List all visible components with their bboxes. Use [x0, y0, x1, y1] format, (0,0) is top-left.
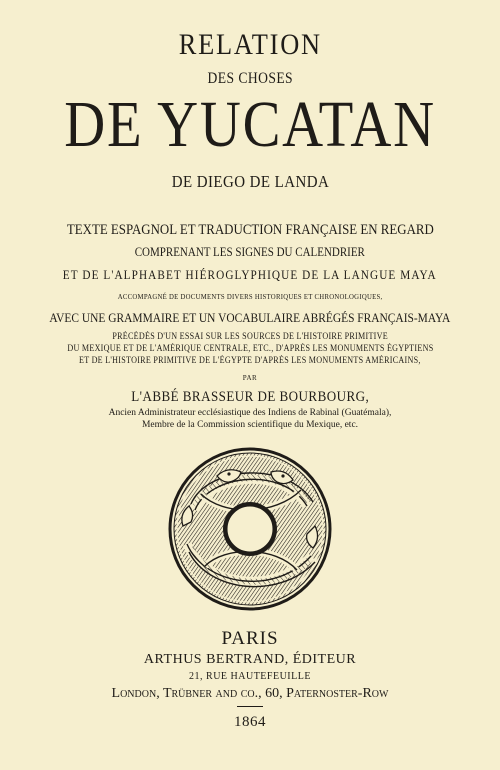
description-line-7: DU MEXIQUE ET DE L'AMÉRIQUE CENTRALE, ETC., D'APRÈS LES MONUMENTS ÉGYPTIENS — [66, 343, 434, 353]
author-credential-2: Membre de la Commission scientifique du Mexique, etc. — [141, 420, 359, 430]
description-line-5: AVEC UNE GRAMMAIRE ET UN VOCABULAIRE ABRÉGÉS FRANÇAIS-MAYA — [49, 310, 451, 325]
author-name: L'ABBÉ BRASSEUR DE BOURBOURG, — [130, 389, 370, 405]
publisher-name: ARTHUS BERTRAND, ÉDITEUR — [143, 652, 357, 667]
description-line-4: ACCOMPAGNÉ DE DOCUMENTS DIVERS HISTORIQUES ET CHRONOLOGIQUES, — [117, 292, 383, 301]
author-credential-1: Ancien Administrateur ecclésiastique des Indiens de Rabinal (Guatémala), — [108, 408, 392, 418]
publisher-city: PARIS — [221, 628, 279, 649]
title-line-relation: RELATION — [178, 28, 322, 61]
description-line-8: ET DE L'HISTOIRE PRIMITIVE DE L'ÉGYPTE D'APRÈS LES MONUMENTS AMÉRICAINS, — [79, 355, 421, 365]
description-line-1: TEXTE ESPAGNOL ET TRADUCTION FRANÇAISE EN REGARD — [66, 222, 434, 238]
publication-year: 1864 — [234, 714, 266, 730]
divider-rule — [237, 706, 263, 707]
description-line-2: COMPRENANT LES SIGNES DU CALENDRIER — [134, 245, 366, 259]
title-author-line: DE DIEGO DE LANDA — [171, 172, 329, 191]
serpent-ring-emblem-icon — [165, 446, 335, 612]
description-line-6: PRÉCÉDÉS D'UN ESSAI SUR LES SOURCES DE L'HISTOIRE PRIMITIVE — [112, 331, 388, 341]
by-label: PAR — [242, 374, 258, 382]
main-title: DE YUCATAN — [64, 88, 436, 161]
description-line-3: ET DE L'ALPHABET HIÉROGLYPHIQUE DE LA LANGUE MAYA — [63, 268, 437, 282]
london-publisher: London, Trübner and co., 60, Paternoster-Row — [111, 686, 389, 701]
title-line-des-choses: DES CHOSES — [207, 70, 293, 87]
publisher-address: 21, RUE HAUTEFEUILLE — [189, 671, 311, 682]
